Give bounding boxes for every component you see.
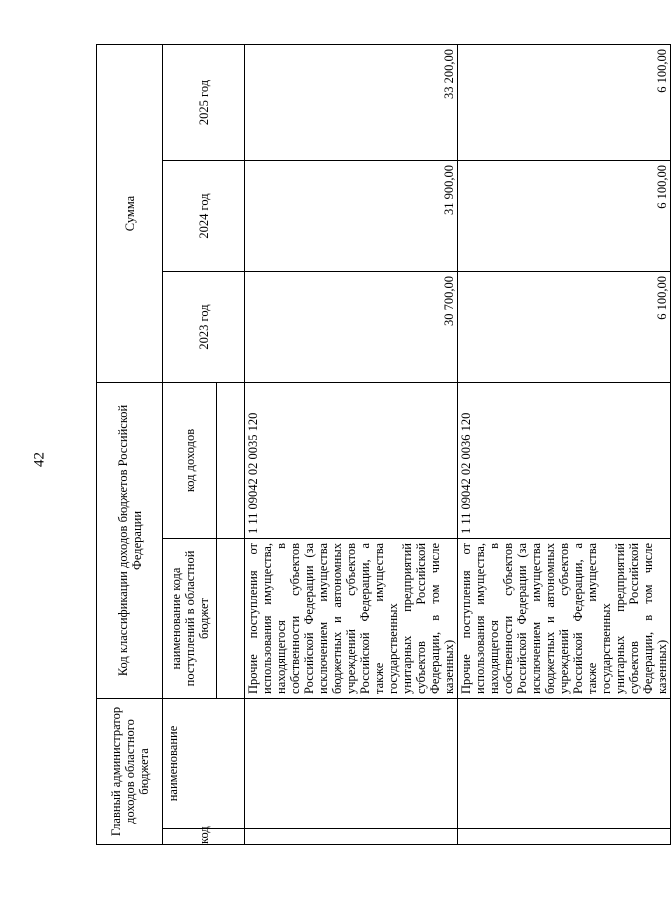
- header-row-2: [163, 44, 217, 844]
- cell-2025: 33 200,00: [245, 44, 458, 160]
- cell-income-name: Прочие поступления от использования имущества, находящегося в собственности субъектов Российской Федерации (за исключением имущества бюджетных и автономных учреждений субъектов Российской Федерации, а также имущества государственных унитарных предприятий субъектов Российской Федерации, в том числе казенных): [458, 538, 671, 698]
- header-row-1: [97, 44, 163, 844]
- header-2025: 2025 год: [163, 44, 245, 160]
- table-row: [245, 44, 458, 844]
- cell-income-code: 1 11 09042 02 0035 120: [245, 382, 458, 538]
- header-admin: Главный администратор доходов областного бюджета: [97, 698, 163, 844]
- table-row: [458, 44, 671, 844]
- header-classification: Код классификации доходов бюджетов Российской Федерации: [97, 382, 163, 698]
- cell-2023: 30 700,00: [245, 271, 458, 382]
- header-2023: 2023 год: [163, 271, 245, 382]
- header-2024: 2024 год: [163, 160, 245, 271]
- budget-table: [96, 44, 671, 845]
- header-name: [163, 698, 245, 828]
- cell-income-name: Прочие поступления от использования имущества, находящегося в собственности субъектов Российской Федерации (за исключением имущества бюджетных и автономных учреждений субъектов Российской Федерации, а также имущества государственных унитарных предприятий субъектов Российской Федерации, в том числе казенных): [245, 538, 458, 698]
- header-income-code-filler: [217, 382, 245, 538]
- cell-2024: 31 900,00: [245, 160, 458, 271]
- header-code: код: [163, 829, 245, 845]
- cell-2024: 6 100,00: [458, 160, 671, 271]
- header-income-code: код доходов: [163, 382, 217, 538]
- cell-2023: 6 100,00: [458, 271, 671, 382]
- header-income-name: наименование кода поступлений в областной бюджет: [163, 538, 217, 698]
- header-sum: Сумма: [97, 44, 163, 382]
- cell-code: [245, 829, 458, 845]
- cell-income-code: 1 11 09042 02 0036 120: [458, 382, 671, 538]
- cell-code: [458, 829, 671, 845]
- cell-name: [245, 698, 458, 828]
- page-number: 42: [31, 452, 48, 467]
- cell-name: [458, 698, 671, 828]
- header-income-name-filler: [217, 538, 245, 698]
- header-name-text: наименование: [166, 725, 180, 802]
- cell-2025: 6 100,00: [458, 44, 671, 160]
- rotated-table-container: [96, 45, 669, 845]
